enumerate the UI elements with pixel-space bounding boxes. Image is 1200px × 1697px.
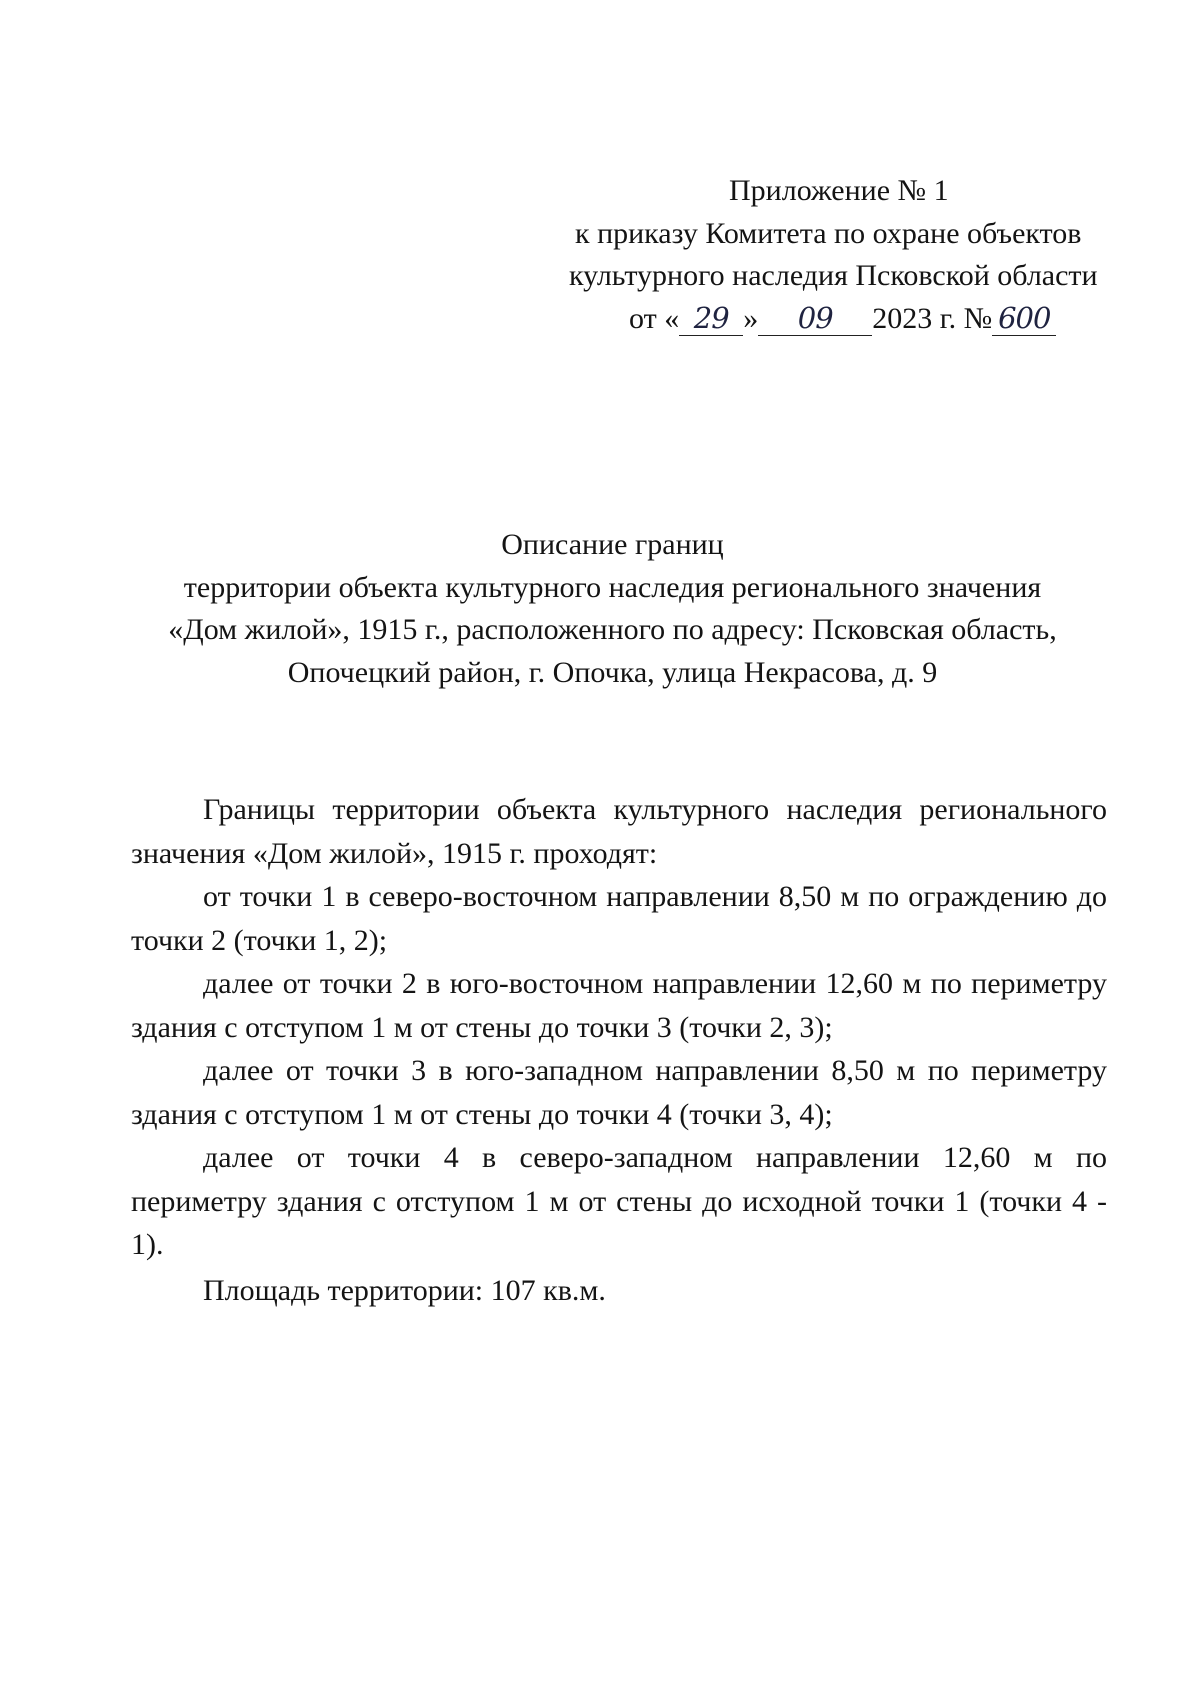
boundary-segment-2-3: далее от точки 2 в юго-восточном направлении 12,60 м по периметру здания с отступом 1 м от стены до точки 3 (точки 2, 3);	[131, 967, 1107, 1044]
appendix-date-line	[540, 298, 1140, 341]
document-body	[131, 788, 1107, 1312]
title-line-1: Описание границ	[501, 528, 724, 561]
order-number-handwritten: 600	[998, 300, 1051, 335]
appendix-order-ref: к приказу Комитета по охране объектов	[575, 216, 1082, 250]
boundary-segment-4-1: далее от точки 4 в северо-западном направлении 12,60 м по периметру здания с отступом 1 м от стены до исходной точки 1 (точки 4 - 1).	[131, 1141, 1107, 1261]
order-number-field	[992, 300, 1056, 336]
date-day-handwritten: 29	[693, 300, 729, 335]
date-prefix: от «	[629, 301, 680, 335]
boundary-segment-1-2: от точки 1 в северо-восточном направлении 8,50 м по ограждению до точки 2 (точки 1, 2);	[131, 880, 1107, 957]
date-month-field	[758, 300, 872, 336]
appendix-title: Приложение № 1	[729, 174, 949, 207]
title-line-3: «Дом жилой», 1915 г., расположенного по адресу: Псковская область,	[168, 613, 1057, 647]
appendix-header	[540, 170, 1140, 340]
date-year: 2023 г. №	[872, 301, 993, 335]
date-mid: »	[743, 301, 759, 335]
date-day-field	[679, 300, 743, 336]
boundary-intro-paragraph: Границы территории объекта культурного наследия регионального значения «Дом жилой», 1915 г. проходят:	[131, 793, 1107, 870]
appendix-committee: культурного наследия Псковской области	[569, 259, 1098, 293]
territory-area: Площадь территории: 107 кв.м.	[203, 1273, 606, 1307]
document-title	[120, 524, 1105, 694]
boundary-segment-3-4: далее от точки 3 в юго-западном направлении 8,50 м по периметру здания с отступом 1 м от стены до точки 4 (точки 3, 4);	[131, 1054, 1107, 1131]
title-line-4: Опочецкий район, г. Опочка, улица Некрасова, д. 9	[287, 655, 938, 689]
date-month-handwritten: 09	[797, 300, 833, 335]
title-line-2: территории объекта культурного наследия регионального значения	[183, 570, 1042, 604]
